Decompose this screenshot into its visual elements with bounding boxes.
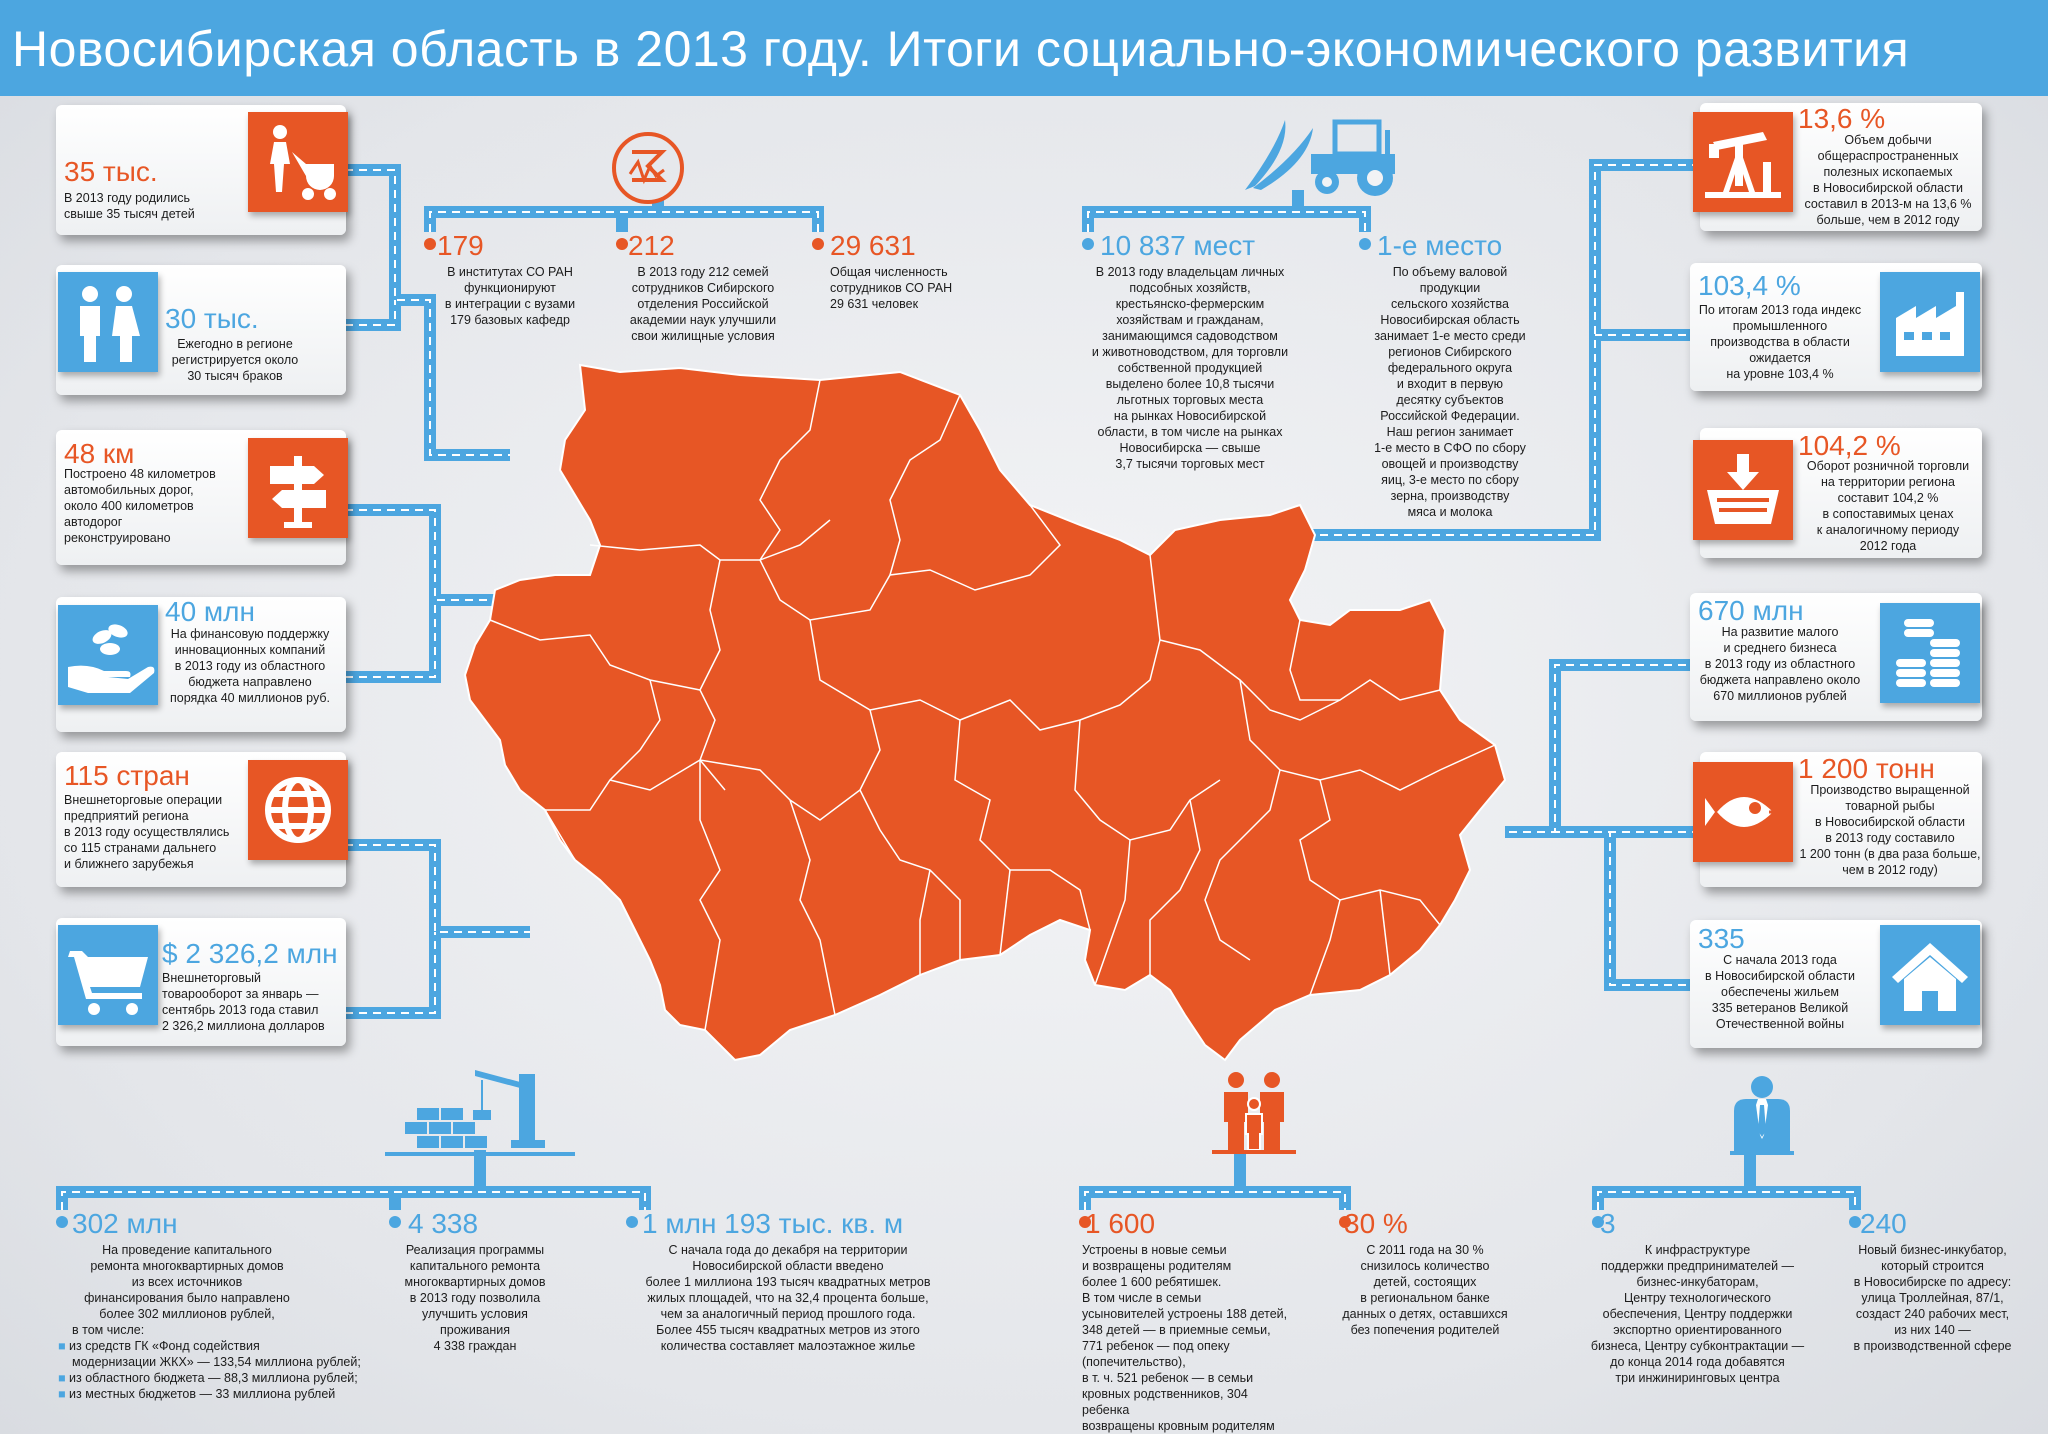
stat-description: В 2013 году родились свыше 35 тысяч детей <box>64 191 195 221</box>
stat-description: По итогам 2013 года индекс промышленного производства в области ожидается на уровне 103,4 % <box>1698 303 1862 381</box>
stat-value: 1 200 тонн <box>1798 753 1935 784</box>
stat-description: Внешнеторговый товарооборот за январь — сентябрь 2013 года ставил 2 326,2 миллиона долларов <box>162 971 325 1033</box>
stat-description: По объему валовой продукции сельского хозяйства Новосибирская область занимает 1-е место среди регионов Сибирского федерального округа и входит в первую десятку субъектов Российской Федерации. Наш регион занимает 1-е место в СФО по сбору овощей и производству яиц, 3-е место по сбору зерна, производству мяса и молока <box>1374 265 1526 519</box>
timeline-dot <box>56 1216 68 1228</box>
stat-value: 104,2 % <box>1798 430 1901 461</box>
timeline-dot <box>424 238 436 250</box>
mother-with-stroller-icon <box>248 112 348 212</box>
globe-icon <box>248 760 348 860</box>
crane-and-bricks-icon <box>385 1060 575 1160</box>
stat-description: Ежегодно в регионе регистрируется около 30 тысяч браков <box>171 337 299 383</box>
stat-value: 1 млн 193 тыс. кв. м <box>642 1208 904 1239</box>
family-icon <box>1212 1070 1296 1155</box>
stat-description: Устроены в новые семьи и возвращены родителям более 1 600 ребятишек. В том числе в семьи усыновителей устроены 188 детей, 348 детей — в приемные семьи, 771 ребенок — под опеку (попечительство), в т. ч. 521 ребенок — в семьи кровных родственников, 304 ребенка возвращены кровным родителям <box>1082 1243 1288 1433</box>
novosibirsk-region-shape <box>465 365 1505 1060</box>
stat-description: Общая численность сотрудников СО РАН 29 631 человек <box>830 265 953 311</box>
stat-description: В 2013 году 212 семей сотрудников Сибирского отделения Российской академии наук улучшили свои жилищные условия <box>629 265 777 343</box>
house-icon <box>1880 925 1980 1025</box>
stat-description: Построено 48 километров автомобильных дорог, около 400 километров автодорог реконструировано <box>64 467 216 545</box>
timeline-dot <box>389 1216 401 1228</box>
road-signpost-icon <box>248 438 348 538</box>
shopping-basket-icon <box>1693 440 1793 540</box>
stat-description: Реализация программы капитального ремонта многоквартирных домов в 2013 году позволила улучшить условия проживания 4 338 граждан <box>404 1243 546 1353</box>
stat-description: На финансовую поддержку инновационных компаний в 2013 году из областного бюджета направлено порядка 40 миллионов руб. <box>169 627 331 705</box>
stat-value: 1-е место <box>1377 230 1503 261</box>
list-item: ■ из областного бюджета — 88,3 миллиона рублей; <box>58 1371 358 1385</box>
businessman-icon <box>1730 1075 1794 1157</box>
coin-stacks-icon <box>1880 603 1980 703</box>
stat-value: 10 837 мест <box>1100 230 1256 261</box>
stat-value: 103,4 % <box>1698 270 1801 301</box>
timeline-dot <box>626 1216 638 1228</box>
stat-value: 670 млн <box>1698 595 1804 626</box>
stat-value: 179 <box>437 230 484 261</box>
shopping-cart-icon <box>58 925 158 1025</box>
stat-description: К инфраструктуре поддержки предпринимателей — бизнес-инкубаторам, Центру технологического обеспечения, Центру поддержки экспортно ориентированного бизнеса, Центру субконтрактации — до конца 2014 года добавятся три инжиниринговых центра <box>1590 1243 1805 1385</box>
stat-value: 115 стран <box>64 760 190 791</box>
timeline-dot <box>616 238 628 250</box>
stat-description: В институтах СО РАН функционируют в интеграции с вузами 179 базовых кафедр <box>444 265 576 327</box>
stat-value: 3 <box>1600 1208 1616 1239</box>
timeline-dot <box>812 238 824 250</box>
stat-value: 48 км <box>64 438 135 469</box>
stat-value: 13,6 % <box>1798 103 1886 134</box>
stat-description: С начала 2013 года в Новосибирской области обеспечены жильем 335 ветеранов Великой Отечественной войны <box>1705 953 1855 1031</box>
stat-value: 35 тыс. <box>64 156 158 187</box>
tractor-and-wheat-icon <box>1235 110 1415 200</box>
science-emblem-icon <box>608 128 688 208</box>
fish-icon <box>1693 762 1793 862</box>
stat-description: С 2011 года на 30 % снизилось количество детей, состоящих в региональном банке данных о детях, оставшихся без попечения родителей <box>1342 1243 1508 1337</box>
list-item: ■ из средств ГК «Фонд содействия <box>58 1339 260 1353</box>
stat-description: Оборот розничной торговли на территории региона составит 104,2 % в сопоставимых ценах к аналогичному периоду 2012 года <box>1806 459 1970 553</box>
stat-value: 1 600 <box>1085 1208 1156 1239</box>
stat-value: 29 631 <box>830 230 916 261</box>
stat-value: 40 млн <box>165 596 255 627</box>
stat-value: 302 млн <box>72 1208 178 1239</box>
factory-icon <box>1880 272 1980 372</box>
stat-value: 212 <box>628 230 675 261</box>
coins-in-hand-icon <box>58 605 158 705</box>
list-item: ■ из местных бюджетов — 33 миллиона рублей <box>58 1387 336 1401</box>
stat-description: Внешнеторговые операции предприятий региона в 2013 году осуществлялись со 115 странами дальнего и ближнего зарубежья <box>64 793 230 871</box>
stat-description: Новый бизнес-инкубатор, который строится в Новосибирске по адресу: улица Троллейная, 87/1, создаст 240 рабочих мест, из них 140 — в производственной сфере <box>1853 1243 2012 1353</box>
stat-description: С начала года до декабря на территории Новосибирской области введено более 1 миллиона 193 тысяч квадратных метров жилых площадей, что на 32,4 процента больше, чем за аналогичный период прошлого года. Более 455 тысяч квадратных метров из этого количества составляет малоэтажное жилье <box>645 1243 931 1353</box>
stat-value: 240 <box>1860 1208 1907 1239</box>
stat-description: В 2013 году владельцам личных подсобных хозяйств, крестьянско-фермерским хозяйствам и гражданам, занимающимся садоводством и животноводством, для торговли собственной продукцией выделено более 10,8 тысячи льготных торговых места на рынках Новосибирской области, в том числе на рынках Новосибирска — свыше 3,7 тысячи торговых мест <box>1091 265 1289 471</box>
stat-value: 30 тыс. <box>165 303 259 334</box>
stat-description: На развитие малого и среднего бизнеса в 2013 году из областного бюджета направлено около 670 миллионов рублей <box>1699 625 1861 703</box>
couple-icon <box>58 272 158 372</box>
stat-value: 4 338 <box>408 1208 479 1239</box>
stat-description: На проведение капитального ремонта многоквартирных домов из всех источников финансирования было направлено более 302 миллионов рублей, в том числе: <box>72 1243 290 1337</box>
page-title: Новосибирская область в 2013 году. Итоги социально-экономического развития <box>12 21 1910 77</box>
stat-value: 30 % <box>1344 1208 1408 1239</box>
stat-value: 335 <box>1698 923 1745 954</box>
timeline-dot <box>1359 238 1371 250</box>
stat-value: $ 2 326,2 млн <box>162 938 338 969</box>
oil-pump-icon <box>1693 112 1793 212</box>
stat-description: Производство выращенной товарной рыбы в Новосибирской области в 2013 году составило 1 200 тонн (в два раза больше, чем в 2012 году) <box>1799 783 1981 877</box>
stat-description: Объем добычи общераспространенных полезных ископаемых в Новосибирской области составил в 2013-м на 13,6 % больше, чем в 2012 году <box>1804 133 1972 227</box>
timeline-dot <box>1082 238 1094 250</box>
funding-breakdown-list: ■ из средств ГК «Фонд содействия модернизации ЖКХ» — 133,54 миллиона рублей; ■ из областного бюджета — 88,3 миллиона рублей; ■ из местных бюджетов — 33 миллиона рублей <box>58 1338 378 1402</box>
